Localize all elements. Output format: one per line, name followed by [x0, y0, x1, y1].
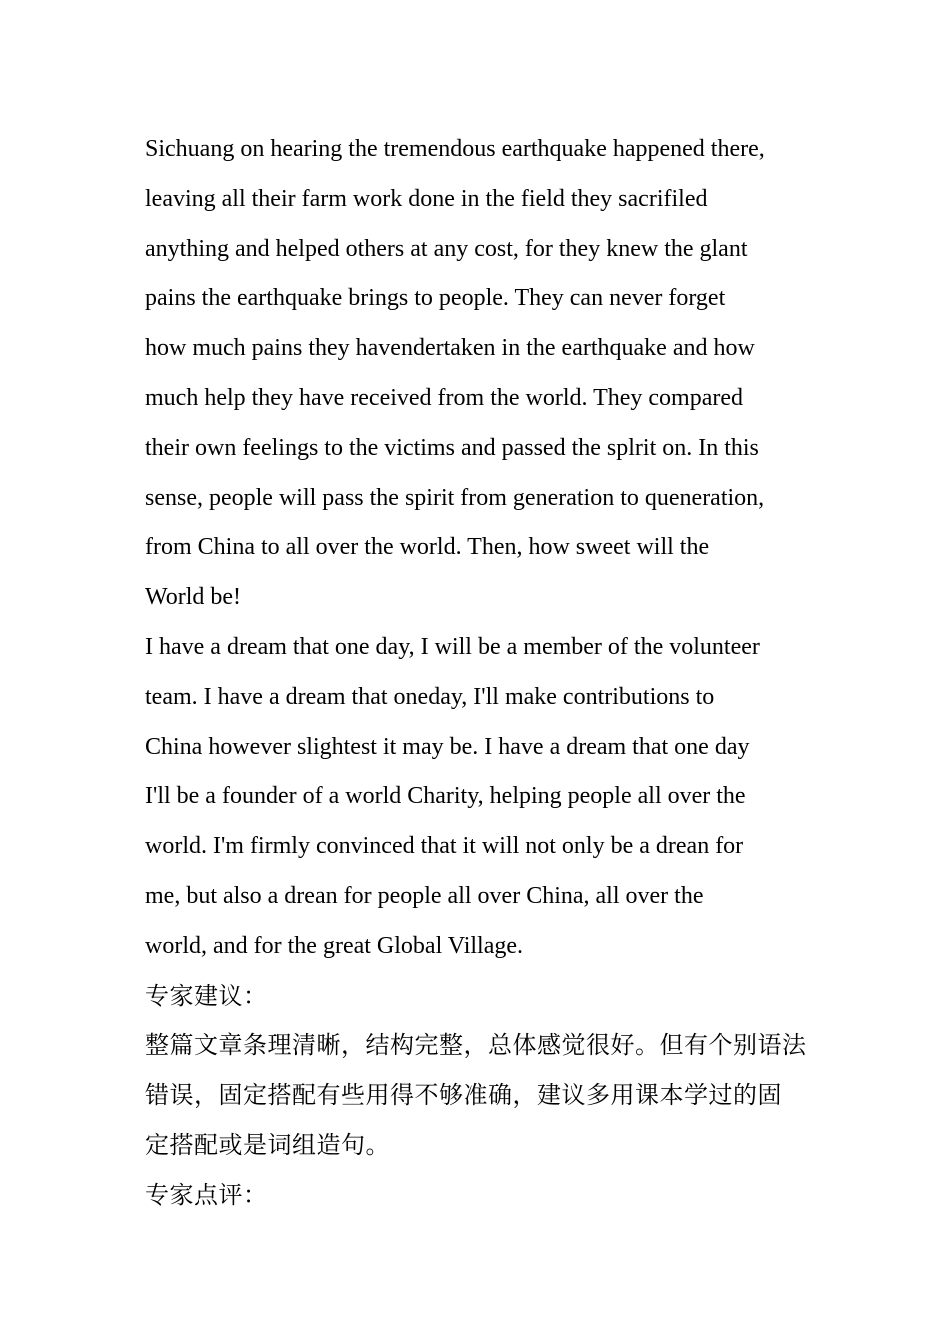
- expert-review-heading: 专家点评：: [145, 1180, 268, 1209]
- essay-paragraph-2: I have a dream that one day, I will be a member of the volunteer team. I have a dream that oneday, I'll make contributions to China however slightest it may be. I have a dream that one day I'll be a founder of a world Charity, helping people all over the world. I'm firmly convinced that it will not only be a drean for me, but also a drean for people all over China, all over the world, and for the great Global Village.: [145, 633, 760, 959]
- document-body: [145, 125, 815, 1221]
- expert-advice-heading: 专家建议：: [145, 981, 268, 1010]
- essay-paragraph-1: Sichuang on hearing the tremendous earthquake happened there, leaving all their farm work done in the field they sacrifiled anything and helped others at any cost, for they knew the glant pains the earthquake brings to people. They can never forget how much pains they havendertaken in the earthquake and how much help they have received from the world. They compared their own feelings to the victims and passed the splrit on. In this sense, people will pass the spirit from generation to queneration, from China to all over the world. Then, how sweet will the World be!: [145, 136, 765, 611]
- expert-advice-paragraph: 整篇文章条理清晰，结构完整，总体感觉很好。但有个别语法 错误，固定搭配有些用得不够准确，建议多用课本学过的固 定搭配或是词组造句。: [145, 1031, 807, 1159]
